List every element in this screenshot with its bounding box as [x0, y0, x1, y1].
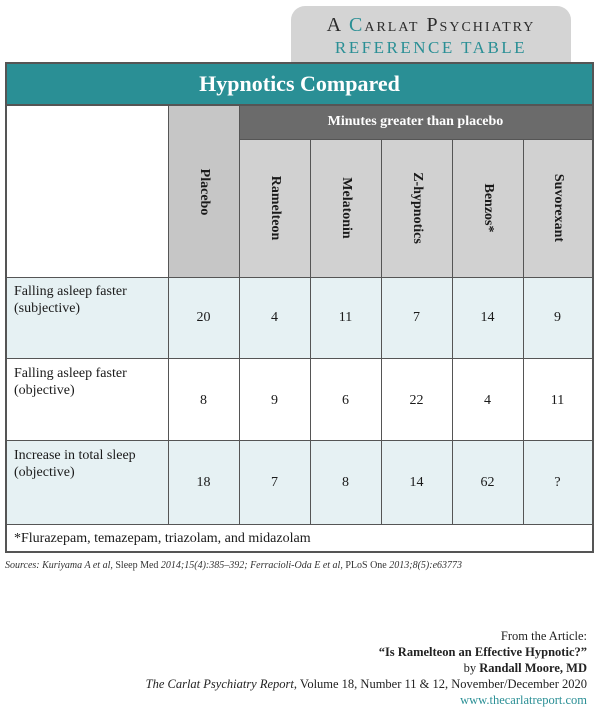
drug-header	[239, 139, 310, 277]
table-cell: 22	[409, 393, 424, 408]
row-label-line: (objective)	[14, 465, 75, 480]
drug-header	[310, 139, 381, 277]
placebo-value: 18	[196, 475, 211, 490]
row-label-line: Falling asleep faster	[14, 284, 127, 299]
reference-table-label: REFERENCE TABLE	[334, 38, 528, 57]
grid-line	[452, 139, 453, 524]
drug-label: Benzos*	[480, 183, 496, 233]
table-footnote: *Flurazepam, temazepam, triazolam, and midazolam	[14, 531, 311, 546]
placebo-value: 20	[196, 310, 211, 325]
grid-line	[310, 139, 311, 524]
row-label	[7, 441, 168, 524]
minutes-group-header: Minutes greater than placebo	[239, 106, 592, 139]
table-cell: 7	[271, 475, 278, 490]
drug-label: Ramelteon	[267, 175, 283, 241]
from-article-label: From the Article:	[500, 629, 587, 643]
brand-a: A	[326, 14, 349, 36]
drug-label: Suvorexant	[550, 173, 566, 243]
journal-name: Sleep Med	[115, 560, 159, 571]
article-byline	[146, 660, 587, 676]
placebo-header	[168, 106, 239, 277]
brand-rest: arlat Psychiatry	[364, 14, 536, 36]
article-title: “Is Ramelteon an Effective Hypnotic?”	[378, 645, 587, 659]
table-cell: 9	[554, 310, 561, 325]
table-cell: 14	[409, 475, 424, 490]
table-cell: 11	[338, 310, 353, 325]
table-cell: 4	[484, 393, 491, 408]
grid-line	[7, 358, 592, 359]
table-cell: 14	[480, 310, 495, 325]
article-author: Randall Moore, MD	[479, 661, 587, 675]
journal-title: The Carlat Psychiatry Report	[145, 677, 294, 691]
table-cell: 4	[271, 310, 278, 325]
drug-header	[381, 139, 452, 277]
grid-line	[523, 139, 524, 524]
sources-text: 2014;15(4):385–392; Ferracioli-Oda E et al,	[158, 560, 346, 571]
brand-line	[291, 14, 571, 37]
table-cell: 6	[342, 393, 349, 408]
journal-name: PLoS One	[345, 560, 387, 571]
drug-label: Z-hypnotics	[409, 172, 425, 244]
table-cell: ?	[554, 475, 561, 490]
drug-label: Melatonin	[338, 177, 354, 239]
table-cell: 8	[342, 475, 349, 490]
grid-line	[239, 106, 240, 524]
table-cell: 9	[271, 393, 278, 408]
row-label-line: Increase in total sleep	[14, 448, 136, 463]
grid-line	[168, 106, 169, 524]
website-link[interactable]: www.thecarlatreport.com	[460, 693, 587, 707]
drug-header	[452, 139, 523, 277]
table-cell: 11	[550, 393, 565, 408]
sources-text: 2013;8(5):e63773	[386, 560, 463, 571]
placebo-value: 8	[200, 393, 207, 408]
table-title: Hypnotics Compared	[199, 71, 400, 96]
grid-line	[239, 139, 592, 140]
grid-line	[381, 139, 382, 524]
hypnotics-table	[5, 62, 594, 553]
row-label-line: (objective)	[14, 383, 75, 398]
table-title-bar	[7, 64, 592, 106]
table-cell: 7	[413, 310, 420, 325]
placebo-header-label: Placebo	[196, 168, 212, 215]
sources-citation	[5, 560, 462, 571]
brand-c: C	[348, 14, 365, 36]
table-cell: 62	[480, 475, 495, 490]
grid-line	[7, 277, 592, 278]
grid-line	[7, 440, 592, 441]
row-label	[7, 277, 168, 359]
row-label-line: (subjective)	[14, 301, 81, 316]
by-text: by	[463, 661, 480, 675]
row-label-line: Falling asleep faster	[14, 366, 127, 381]
drug-header	[523, 139, 592, 277]
row-label	[7, 359, 168, 441]
reference-table-badge	[291, 6, 571, 62]
article-journal	[146, 676, 587, 692]
journal-issue: , Volume 18, Number 11 & 12, November/December 2020	[293, 677, 587, 691]
sources-text: Sources: Kuriyama A et al,	[5, 560, 116, 571]
article-citation	[146, 628, 587, 708]
